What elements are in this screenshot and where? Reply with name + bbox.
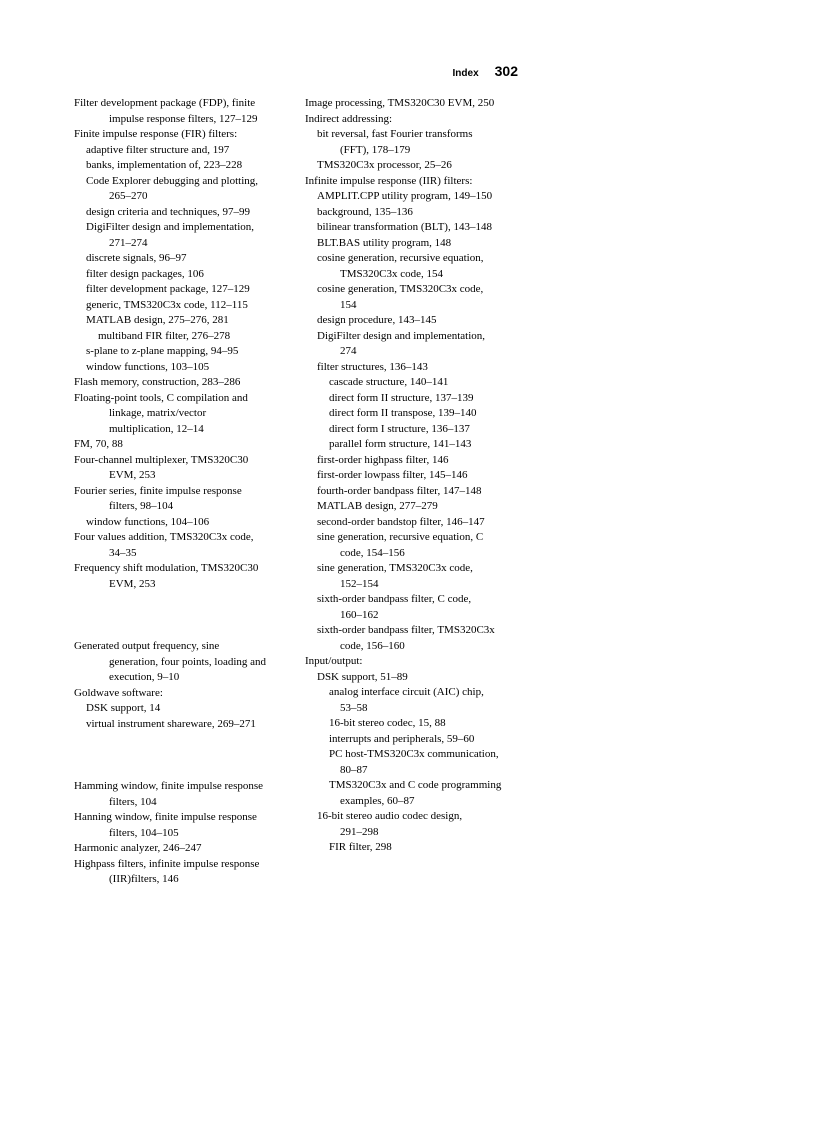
index-entry: DSK support, 14 [86, 702, 161, 714]
index-entry: DigiFilter design and implementation, [86, 221, 255, 233]
index-entry-continuation: generation, four points, loading and [109, 655, 267, 668]
index-entry: second-order bandstop filter, 146–147 [317, 515, 485, 528]
index-entry: MATLAB design, 275–276, 281 [86, 314, 229, 326]
index-entry: Floating-point tools, C compilation and [74, 391, 248, 404]
index-entry: filter design packages, 106 [86, 267, 204, 280]
index-entry: Indirect addressing: [305, 112, 393, 125]
index-entry: BLT.BAS utility program, 148 [317, 236, 452, 249]
index-entry: 16-bit stereo codec, 15, 88 [329, 717, 446, 729]
index-entry-continuation: filters, 104–105 [109, 826, 179, 839]
index-entry: sixth-order bandpass filter, C code, [317, 593, 472, 605]
index-entry: direct form II transpose, 139–140 [329, 407, 477, 419]
index-entry-continuation: 154 [340, 298, 357, 311]
index-entry: window functions, 103–105 [86, 360, 210, 373]
index-entry-continuation: 265–270 [109, 190, 148, 202]
index-entry: fourth-order bandpass filter, 147–148 [317, 484, 482, 497]
index-column-right [305, 96, 519, 856]
index-entry: adaptive filter structure and, 197 [86, 143, 230, 156]
index-entry: FIR filter, 298 [329, 841, 392, 853]
index-entry: background, 135–136 [317, 205, 413, 218]
index-entry: Highpass filters, infinite impulse response [74, 857, 260, 870]
index-entry: FM, 70, 88 [74, 438, 123, 450]
index-entry: direct form I structure, 136–137 [329, 422, 470, 435]
index-entry: bit reversal, fast Fourier transforms [317, 128, 473, 140]
index-entry: filter structures, 136–143 [317, 360, 428, 373]
index-entry: TMS320C3x and C code programming [329, 779, 502, 791]
index-entry-continuation: EVM, 253 [109, 469, 156, 481]
index-entry-continuation: multiplication, 12–14 [109, 422, 204, 435]
index-letter-gap [74, 592, 286, 639]
index-entry-continuation: EVM, 253 [109, 577, 156, 590]
index-entry-continuation: code, 154–156 [340, 546, 405, 559]
index-entry: filter development package, 127–129 [86, 283, 250, 295]
index-entry: PC host-TMS320C3x communication, [329, 748, 499, 760]
index-entry: Frequency shift modulation, TMS320C30 [74, 562, 259, 574]
index-entry: Finite impulse response (FIR) filters: [74, 128, 238, 140]
index-entry: cosine generation, TMS320C3x code, [317, 283, 484, 295]
index-entry: s-plane to z-plane mapping, 94–95 [86, 345, 239, 357]
index-entry: Four-channel multiplexer, TMS320C30 [74, 453, 249, 466]
index-entry-continuation: execution, 9–10 [109, 671, 180, 683]
index-entry: MATLAB design, 277–279 [317, 500, 438, 512]
index-entry: generic, TMS320C3x code, 112–115 [86, 298, 248, 311]
index-entry: direct form II structure, 137–139 [329, 391, 474, 404]
index-entry: Filter development package (FDP), finite [74, 97, 256, 109]
running-header [453, 63, 518, 79]
page-number: 302 [494, 63, 518, 79]
index-entry-continuation: 34–35 [109, 546, 137, 559]
index-entry-continuation: 271–274 [109, 236, 148, 249]
index-entry: multiband FIR filter, 276–278 [98, 329, 231, 342]
index-entry: DSK support, 51–89 [317, 670, 408, 683]
index-entry: Hamming window, finite impulse response [74, 780, 264, 792]
index-entry: analog interface circuit (AIC) chip, [329, 686, 484, 698]
index-entry: design criteria and techniques, 97–99 [86, 205, 251, 218]
index-entry-continuation: 291–298 [340, 825, 379, 838]
index-entry: first-order highpass filter, 146 [317, 453, 449, 466]
index-column-left [74, 96, 286, 888]
index-entry: AMPLIT.CPP utility program, 149–150 [317, 190, 493, 202]
index-entry-continuation: 160–162 [340, 608, 379, 621]
index-entry: Goldwave software: [74, 686, 163, 699]
index-entry-continuation: impulse response filters, 127–129 [109, 112, 258, 125]
index-entry: cosine generation, recursive equation, [317, 252, 484, 264]
index-entry-continuation: TMS320C3x code, 154 [340, 267, 443, 280]
index-entry: virtual instrument shareware, 269–271 [86, 717, 256, 730]
index-entry-continuation: examples, 60–87 [340, 794, 415, 807]
index-entry-continuation: 80–87 [340, 763, 368, 776]
index-entry: cascade structure, 140–141 [329, 376, 449, 388]
index-entry: Four values addition, TMS320C3x code, [74, 531, 254, 543]
index-entry-continuation: filters, 104 [109, 795, 157, 808]
header-section-label: Index [452, 68, 479, 79]
index-entry: sine generation, recursive equation, C [317, 531, 484, 543]
index-entry-continuation: filters, 98–104 [109, 500, 174, 512]
index-entry: Hanning window, finite impulse response [74, 811, 257, 823]
index-entry: banks, implementation of, 223–228 [86, 159, 243, 171]
index-entry: sine generation, TMS320C3x code, [317, 562, 473, 574]
index-entry-continuation: (IIR)filters, 146 [109, 873, 179, 885]
index-entry-continuation: 152–154 [340, 577, 379, 590]
index-entry: first-order lowpass filter, 145–146 [317, 469, 468, 481]
index-entry: Infinite impulse response (IIR) filters: [305, 174, 473, 187]
index-entry: Generated output frequency, sine [74, 640, 220, 652]
index-entry: Input/output: [305, 655, 363, 667]
index-entry: parallel form structure, 141–143 [329, 438, 472, 450]
index-entry: TMS320C3x processor, 25–26 [317, 159, 452, 171]
index-entry: design procedure, 143–145 [317, 314, 437, 326]
index-entry: window functions, 104–106 [86, 515, 210, 528]
index-entry-continuation: code, 156–160 [340, 639, 405, 652]
index-letter-gap [74, 732, 286, 779]
index-entry: Flash memory, construction, 283–286 [74, 376, 241, 388]
index-entry-continuation: (FFT), 178–179 [340, 143, 411, 156]
index-entry: Code Explorer debugging and plotting, [86, 174, 258, 187]
index-entry-continuation: linkage, matrix/vector [109, 407, 207, 419]
index-entry: 16-bit stereo audio codec design, [317, 810, 463, 822]
index-entry-continuation: 53–58 [340, 701, 368, 714]
index-entry: bilinear transformation (BLT), 143–148 [317, 221, 492, 233]
index-entry-continuation: 274 [340, 345, 357, 357]
index-entry: sixth-order bandpass filter, TMS320C3x [317, 624, 495, 636]
index-entry: DigiFilter design and implementation, [317, 329, 486, 342]
index-entry: Image processing, TMS320C30 EVM, 250 [305, 97, 495, 109]
index-entry: discrete signals, 96–97 [86, 252, 187, 264]
index-entry: Fourier series, finite impulse response [74, 484, 242, 497]
index-entry: Harmonic analyzer, 246–247 [74, 842, 202, 854]
index-entry: interrupts and peripherals, 59–60 [329, 732, 475, 745]
